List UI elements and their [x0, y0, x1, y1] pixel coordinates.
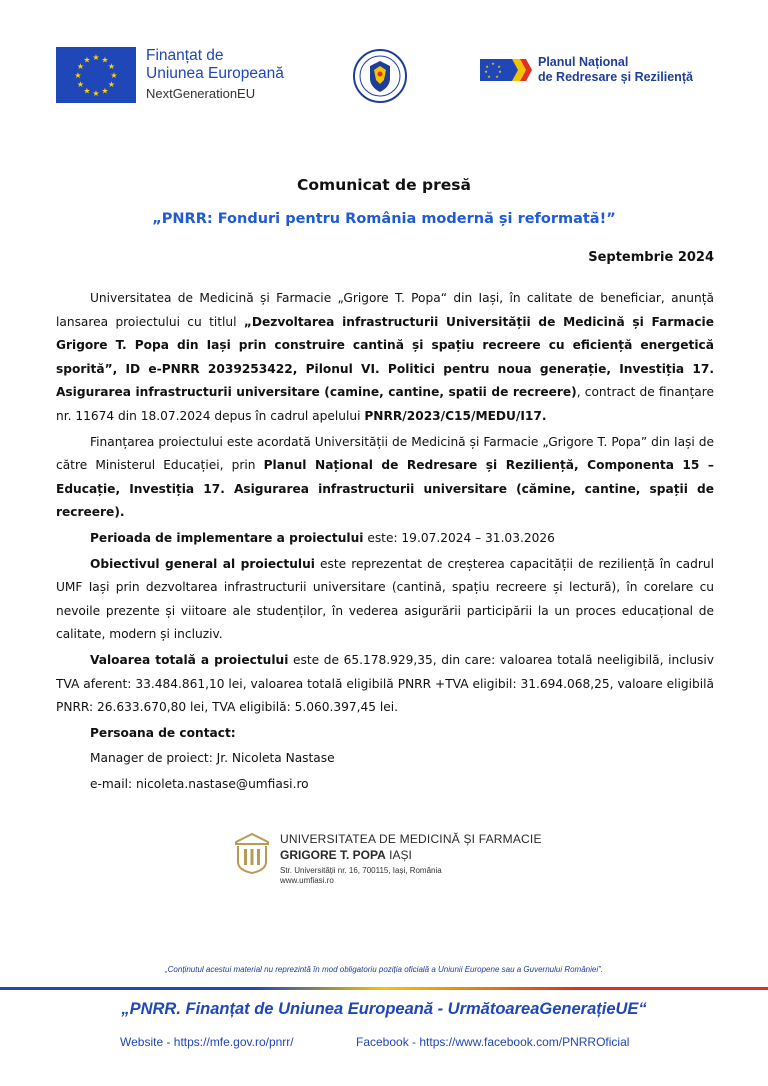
- paragraph-implementation-period: [56, 527, 714, 551]
- eu-funding-logo: [56, 47, 284, 103]
- eu-logo-line2: Uniunea Europeană: [146, 65, 284, 82]
- p2-program-name: Planul Național de Redresare și Reziliență, Componenta 15 – Educație, Investiția 17. Asigurarea infrastructurii universitare (cămine, cantine, spații de recreere).: [56, 458, 714, 520]
- contact-manager: Manager de proiect: Jr. Nicoleta Nastase: [90, 751, 335, 766]
- umf-name-line: UNIVERSITATEA DE MEDICINĂ ȘI FARMACIE: [280, 832, 542, 846]
- facebook-link[interactable]: Facebook - https://www.facebook.com/PNRROficial: [356, 1035, 630, 1049]
- svg-text:★: ★: [110, 71, 118, 80]
- svg-text:★: ★: [83, 86, 91, 96]
- svg-text:★: ★: [491, 61, 495, 66]
- svg-text:★: ★: [487, 74, 491, 79]
- p1-call-code: PNRR/2023/C15/MEDU/I17.: [364, 408, 547, 423]
- p1-project-title: „Dezvoltarea infrastructurii Universității de Medicină și Farmacie Grigore T. Popa din Iași prin construire cantină și spațiu recreere cu eficiență energetică sporită”, ID e-PNRR 2039253422, Pilonul VI. Politici pentru noua generație, Investiția 17. Asigurarea infrastructurii universitare (camine, cantine, spatii de recreere): [56, 314, 714, 400]
- svg-text:★: ★: [498, 69, 502, 74]
- paragraph-objective: [56, 553, 714, 647]
- pnrr-logo-text: [538, 55, 693, 85]
- svg-text:★: ★: [107, 62, 116, 71]
- svg-text:★: ★: [76, 62, 85, 71]
- p2-text-a: Finanțarea proiectului este acordată Universității de Medicină și Farmacie „Grigore T. Popa” din Iași de către Ministerul Educației, prin: [56, 434, 714, 473]
- umf-website: www.umfiasi.ro: [280, 876, 334, 885]
- svg-text:★: ★: [83, 55, 91, 65]
- umf-city: IAȘI: [385, 848, 412, 862]
- website-link[interactable]: Website - https://mfe.gov.ro/pnrr/: [120, 1035, 294, 1049]
- contact-heading: [56, 722, 714, 746]
- svg-text:★: ★: [497, 64, 501, 69]
- p3-value: este: 19.07.2024 – 31.03.2026: [363, 530, 555, 545]
- eu-flag-icon: [56, 47, 136, 103]
- umf-emblem-icon: [232, 832, 272, 874]
- p4-label: Obiectivul general al proiectului: [90, 556, 315, 571]
- svg-text:★: ★: [484, 69, 488, 74]
- disclaimer-text: „Conținutul acestui material nu reprezintă în mod obligatoriu poziția oficială a Uniunii Europene sau a Guvernului României”.: [164, 965, 603, 974]
- romanian-government-seal-icon: [352, 48, 408, 104]
- svg-text:★: ★: [92, 53, 100, 62]
- umf-name-line2: [280, 848, 542, 862]
- umf-logo: [232, 832, 542, 886]
- contact-heading-text: Persoana de contact:: [90, 725, 236, 740]
- svg-text:★: ★: [101, 55, 109, 65]
- svg-text:★: ★: [107, 80, 116, 89]
- eu-logo-line3: NextGenerationEU: [146, 86, 256, 101]
- svg-text:★: ★: [101, 86, 109, 96]
- release-date: Septembrie 2024: [588, 250, 714, 265]
- umf-name-bold: GRIGORE T. POPA: [280, 848, 386, 862]
- svg-text:★: ★: [74, 71, 82, 80]
- umf-address: Str. Universității nr. 16, 700115, Iași, România: [280, 866, 442, 875]
- p3-label: Perioada de implementare a proiectului: [90, 530, 364, 545]
- pnrr-logo-line1: Planul Național: [538, 55, 629, 69]
- eu-logo-line1: Finanțat de: [146, 47, 224, 64]
- svg-text:★: ★: [485, 64, 489, 69]
- p5-label: Valoarea totală a proiectului: [90, 652, 289, 667]
- pnrr-logo-line2: de Redresare și Reziliență: [538, 70, 693, 84]
- p1-text-c: , contract de finanțare nr. 11674 din 18.07.2024 depus în cadrul apelului: [56, 385, 714, 423]
- svg-text:★: ★: [76, 80, 85, 89]
- svg-text:★: ★: [495, 74, 499, 79]
- p4-value: este reprezentat de creșterea capacității de reziliență în cadrul UMF Iași prin dezvoltarea infrastructurii universitare (cantină, spațiu recreere și lectură), în corelare cu nevoile prezente și viitoare ale studenților, în vederea asigurării participării la un proces educațional de calitate, modern și incluziv.: [56, 556, 714, 642]
- contact-email: e-mail: nicoleta.nastase@umfiasi.ro: [90, 776, 309, 791]
- paragraph-total-value: [56, 649, 714, 720]
- umf-logo-text: [280, 832, 542, 886]
- paragraph-project-announcement: [56, 287, 714, 429]
- p5-value: este de 65.178.929,35, din care: valoarea totală neeligibilă, inclusiv TVA aferent: 33.484.861,10 lei, valoarea totală eligibilă PNRR +TVA eligibil: 31.694.068,25, valoare eligibilă PNRR: 26.633.670,80 lei, TVA eligibilă: 5.060.397,45 lei.: [56, 652, 714, 715]
- paragraph-financing: [56, 431, 714, 525]
- press-release-body: [56, 287, 714, 798]
- page-subtitle: „PNRR: Fonduri pentru România modernă și reformată!”: [152, 211, 616, 227]
- pnrr-flag-icon: [478, 55, 534, 87]
- eu-logo-text: [146, 47, 284, 103]
- pnrr-logo: [478, 55, 693, 87]
- svg-text:★: ★: [92, 89, 100, 98]
- page-title: Comunicat de presă: [297, 176, 471, 194]
- p1-text-a: Universitatea de Medicină și Farmacie „Grigore T. Popa“ din Iași, în calitate de beneficiar, anunță lansarea proiectului cu titlul: [56, 291, 714, 329]
- footer-slogan: „PNRR. Finanțat de Uniunea Europeană - UrmătoareaGenerațieUE“: [121, 1000, 647, 1018]
- tricolor-stripe: [0, 987, 768, 990]
